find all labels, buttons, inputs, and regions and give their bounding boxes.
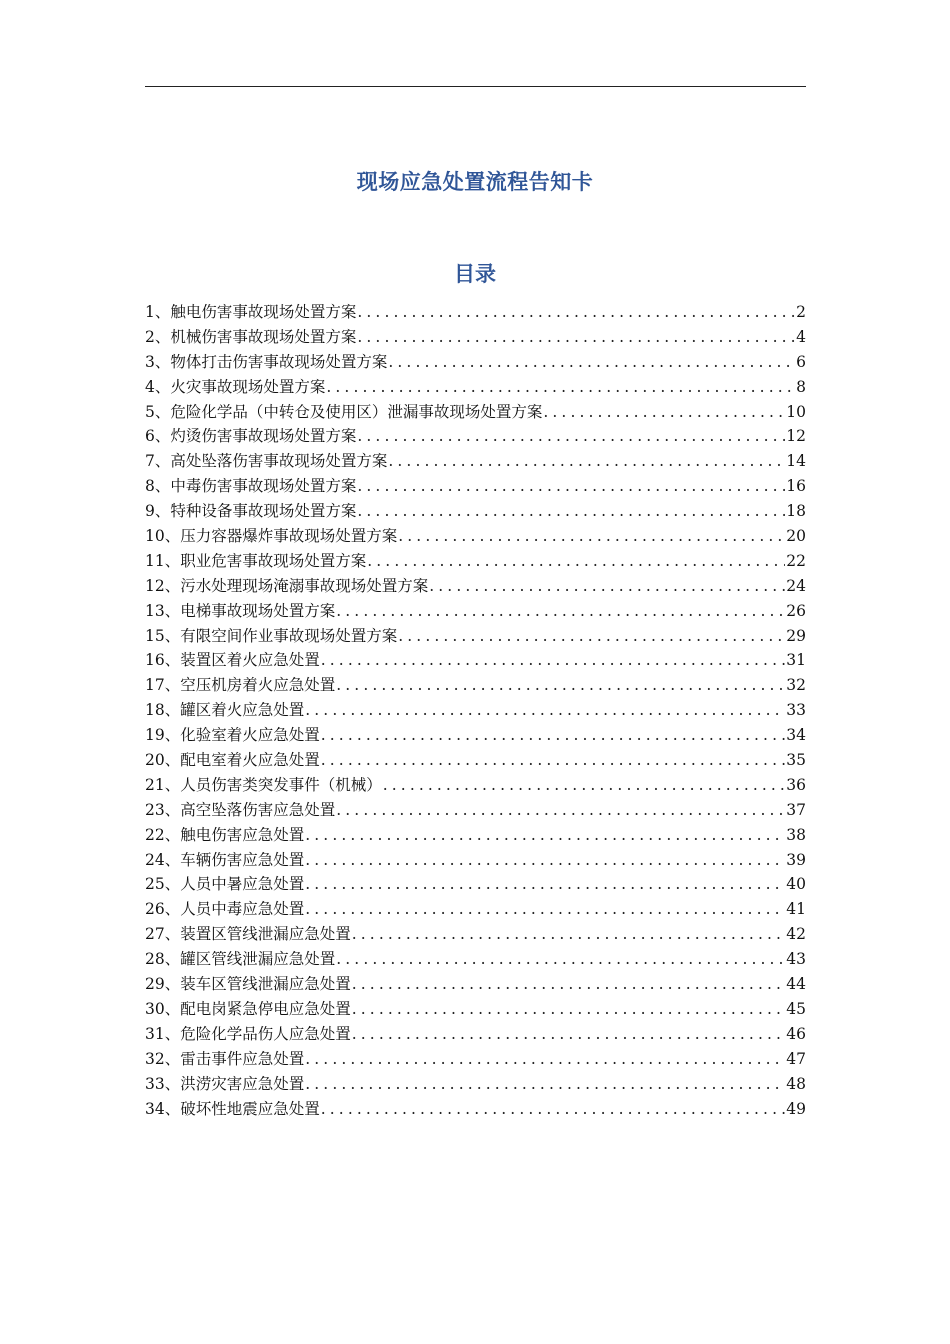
toc-entry[interactable] (145, 648, 806, 673)
toc-entry-page-number: 43 (786, 950, 806, 969)
toc-entry-page-number: 34 (786, 726, 806, 745)
toc-entry[interactable] (145, 897, 806, 922)
toc-entry-page-number: 24 (786, 576, 806, 595)
toc-entry-page-number: 46 (786, 1024, 806, 1043)
toc-entry[interactable] (145, 947, 806, 972)
toc-entry-page-number: 26 (786, 601, 806, 620)
toc-entry-page-number: 38 (786, 825, 806, 844)
toc-entry-label: 28、罐区管线泄漏应急处置 (145, 950, 336, 969)
toc-dot-leader (429, 574, 785, 599)
toc-entry[interactable] (145, 673, 806, 698)
toc-entry-label: 5、危险化学品（中转仓及使用区）泄漏事故现场处置方案 (145, 402, 543, 421)
toc-entry-page-number: 29 (786, 626, 806, 645)
toc-entry-page-number: 14 (786, 452, 806, 471)
toc-dot-leader (543, 400, 785, 425)
toc-entry-page-number: 49 (786, 1099, 806, 1118)
toc-dot-leader (305, 1072, 785, 1097)
toc-entry-label: 15、有限空间作业事故现场处置方案 (145, 626, 398, 645)
toc-entry-label: 16、装置区着火应急处置 (145, 651, 320, 670)
table-of-contents (145, 300, 806, 1121)
toc-dot-leader (357, 474, 785, 499)
toc-dot-leader (357, 300, 795, 325)
toc-entry-page-number: 37 (786, 800, 806, 819)
toc-entry-page-number: 35 (786, 751, 806, 770)
toc-entry-label: 13、电梯事故现场处置方案 (145, 601, 336, 620)
toc-entry-label: 25、人员中暑应急处置 (145, 875, 305, 894)
toc-entry-label: 27、装置区管线泄漏应急处置 (145, 925, 351, 944)
toc-entry[interactable] (145, 599, 806, 624)
toc-entry[interactable] (145, 698, 806, 723)
toc-entry[interactable] (145, 922, 806, 947)
toc-entry-label: 19、化验室着火应急处置 (145, 726, 320, 745)
toc-entry-label: 24、车辆伤害应急处置 (145, 850, 305, 869)
toc-entry[interactable] (145, 624, 806, 649)
toc-entry[interactable] (145, 773, 806, 798)
toc-entry[interactable] (145, 823, 806, 848)
toc-entry[interactable] (145, 972, 806, 997)
toc-entry[interactable] (145, 400, 806, 425)
toc-entry[interactable] (145, 1097, 806, 1122)
toc-entry-page-number: 47 (786, 1049, 806, 1068)
toc-dot-leader (305, 823, 785, 848)
toc-entry-label: 12、污水处理现场淹溺事故现场处置方案 (145, 576, 429, 595)
toc-entry-label: 9、特种设备事故现场处置方案 (145, 502, 357, 521)
toc-entry-label: 2、机械伤害事故现场处置方案 (145, 327, 357, 346)
toc-entry-label: 26、人员中毒应急处置 (145, 900, 305, 919)
toc-entry-page-number: 36 (786, 775, 806, 794)
toc-entry-label: 30、配电岗紧急停电应急处置 (145, 999, 351, 1018)
toc-entry[interactable] (145, 375, 806, 400)
toc-entry[interactable] (145, 499, 806, 524)
toc-entry-label: 18、罐区着火应急处置 (145, 701, 305, 720)
toc-entry-label: 29、装车区管线泄漏应急处置 (145, 975, 351, 994)
toc-entry[interactable] (145, 997, 806, 1022)
toc-entry-page-number: 39 (786, 850, 806, 869)
toc-entry-page-number: 4 (796, 327, 806, 346)
toc-entry-label: 4、火灾事故现场处置方案 (145, 377, 326, 396)
toc-entry[interactable] (145, 449, 806, 474)
toc-dot-leader (352, 922, 786, 947)
toc-entry-label: 20、配电室着火应急处置 (145, 751, 320, 770)
toc-dot-leader (357, 499, 785, 524)
toc-entry[interactable] (145, 1047, 806, 1072)
toc-entry-page-number: 33 (786, 701, 806, 720)
toc-dot-leader (388, 449, 785, 474)
toc-dot-leader (326, 375, 795, 400)
toc-dot-leader (336, 798, 785, 823)
toc-dot-leader (321, 723, 786, 748)
toc-entry[interactable] (145, 872, 806, 897)
toc-dot-leader (352, 972, 786, 997)
toc-entry-label: 23、高空坠落伤害应急处置 (145, 800, 336, 819)
toc-dot-leader (321, 648, 786, 673)
toc-entry-label: 17、空压机房着火应急处置 (145, 676, 336, 695)
toc-entry[interactable] (145, 424, 806, 449)
toc-entry[interactable] (145, 300, 806, 325)
toc-dot-leader (336, 673, 785, 698)
toc-entry-page-number: 12 (786, 427, 806, 446)
toc-entry-label: 32、雷击事件应急处置 (145, 1049, 305, 1068)
toc-entry-label: 3、物体打击伤害事故现场处置方案 (145, 352, 388, 371)
toc-entry-page-number: 40 (786, 875, 806, 894)
toc-entry-page-number: 8 (796, 377, 806, 396)
toc-entry-label: 1、触电伤害事故现场处置方案 (145, 303, 357, 321)
toc-entry[interactable] (145, 549, 806, 574)
header-rule (145, 86, 806, 87)
toc-dot-leader (321, 748, 786, 773)
toc-entry-label: 31、危险化学品伤人应急处置 (145, 1024, 351, 1043)
toc-dot-leader (336, 599, 785, 624)
toc-entry-label: 7、高处坠落伤害事故现场处置方案 (145, 452, 388, 471)
toc-entry-page-number: 45 (786, 999, 806, 1018)
toc-entry-page-number: 41 (786, 900, 806, 919)
toc-entry-page-number: 31 (786, 651, 806, 670)
toc-dot-leader (305, 1047, 785, 1072)
toc-dot-leader (357, 424, 785, 449)
toc-dot-leader (398, 624, 785, 649)
toc-entry[interactable] (145, 798, 806, 823)
toc-entry-page-number: 18 (786, 502, 806, 521)
toc-entry-label: 11、职业危害事故现场处置方案 (145, 551, 367, 570)
toc-entry-page-number: 32 (786, 676, 806, 695)
toc-entry-page-number: 6 (796, 352, 806, 371)
toc-entry-page-number: 22 (786, 551, 806, 570)
document-title: 现场应急处置流程告知卡 (356, 170, 594, 194)
toc-dot-leader (388, 350, 795, 375)
toc-dot-leader (336, 947, 785, 972)
toc-dot-leader (367, 549, 785, 574)
toc-dot-leader (357, 325, 795, 350)
toc-entry[interactable] (145, 350, 806, 375)
toc-entry-label: 8、中毒伤害事故现场处置方案 (145, 477, 357, 496)
toc-entry[interactable] (145, 723, 806, 748)
toc-dot-leader (352, 997, 786, 1022)
toc-entry-label: 21、人员伤害类突发事件（机械） (145, 775, 382, 794)
toc-entry-label: 10、压力容器爆炸事故现场处置方案 (145, 527, 398, 546)
toc-entry[interactable] (145, 524, 806, 549)
toc-entry-page-number: 10 (786, 402, 806, 421)
toc-entry[interactable] (145, 574, 806, 599)
toc-dot-leader (321, 1097, 786, 1122)
toc-entry-label: 34、破坏性地震应急处置 (145, 1099, 320, 1118)
toc-entry[interactable] (145, 1072, 806, 1097)
toc-entry[interactable] (145, 1022, 806, 1047)
toc-entry-label: 6、灼烫伤害事故现场处置方案 (145, 427, 357, 446)
toc-entry[interactable] (145, 848, 806, 873)
toc-entry[interactable] (145, 325, 806, 350)
toc-entry-page-number: 42 (786, 925, 806, 944)
toc-entry-page-number: 16 (786, 477, 806, 496)
toc-entry-page-number: 44 (786, 975, 806, 994)
toc-dot-leader (383, 773, 786, 798)
toc-dot-leader (305, 848, 785, 873)
toc-entry-page-number: 48 (786, 1074, 806, 1093)
toc-entry[interactable] (145, 748, 806, 773)
toc-dot-leader (305, 872, 785, 897)
toc-dot-leader (398, 524, 785, 549)
toc-entry[interactable] (145, 474, 806, 499)
toc-dot-leader (305, 698, 785, 723)
toc-heading: 目录 (454, 262, 496, 286)
toc-dot-leader (352, 1022, 786, 1047)
toc-entry-label: 33、洪涝灾害应急处置 (145, 1074, 305, 1093)
toc-entry-page-number: 2 (796, 303, 806, 321)
toc-entry-page-number: 20 (786, 527, 806, 546)
toc-entry-label: 22、触电伤害应急处置 (145, 825, 305, 844)
toc-dot-leader (305, 897, 785, 922)
